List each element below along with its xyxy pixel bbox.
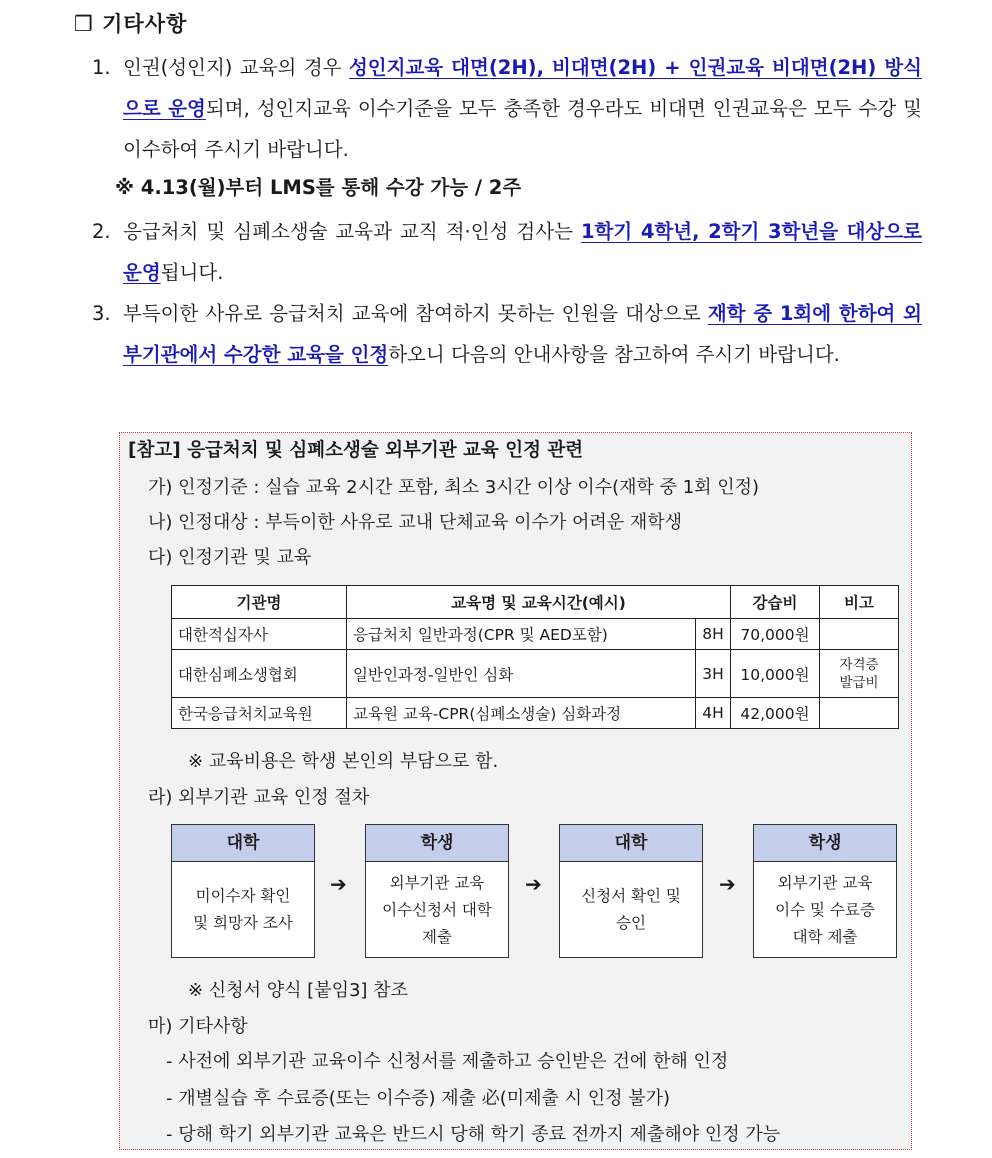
item-number: 1. <box>92 56 111 79</box>
cell-hours: 8H <box>696 619 731 650</box>
item-text: 됩니다. <box>160 261 224 284</box>
reference-box <box>119 432 912 1150</box>
flow-step-2 <box>365 824 509 958</box>
arrow-right-icon: ➔ <box>525 872 542 896</box>
cell-org: 대한심폐소생협회 <box>172 650 347 698</box>
etc-item: - 개별실습 후 수료증(또는 이수증) 제출 必(미제출 시 인정 불가) <box>166 1088 671 1109</box>
cell-hours: 4H <box>696 698 731 729</box>
procedure-heading: 라) 외부기관 교육 인정 절차 <box>148 787 370 808</box>
cell-org: 대한적십자사 <box>172 619 347 650</box>
item-2 <box>92 211 922 293</box>
item-highlight: 1학기 4학년, 2학기 3학년을 대상으로 운영 <box>123 220 922 284</box>
flow-step-body: 미이수자 확인 및 희망자 조사 <box>193 887 293 932</box>
cell-hours: 3H <box>696 650 731 698</box>
flow-step-head: 학생 <box>754 825 896 862</box>
item-1 <box>92 47 922 170</box>
col-header-course: 교육명 및 교육시간(예시) <box>347 586 731 619</box>
flow-step-body: 외부기관 교육 이수신청서 대학 제출 <box>382 873 492 946</box>
item-text: 부득이한 사유로 응급처치 교육에 참여하지 못하는 인원을 대상으로 <box>123 302 708 325</box>
table-row <box>172 698 899 729</box>
lms-note: ※ 4.13(월)부터 LMS를 통해 수강 가능 / 2주 <box>115 176 522 199</box>
table-row <box>172 650 899 698</box>
section-title: ❒ 기타사항 <box>74 12 188 36</box>
flow-step-body: 신청서 확인 및 승인 <box>581 887 681 932</box>
item-highlight: 성인지교육 대면(2H), 비대면(2H) + 인권교육 비대면(2H) 방식으로 운영 <box>123 56 922 120</box>
item-text: 되며, 성인지교육 이수기준을 모두 충족한 경우라도 비대면 인권교육은 모두 수강 및 이수하여 주시기 바랍니다. <box>123 97 922 161</box>
item-highlight: 재학 중 1회에 한하여 외부기관에서 수강한 교육을 인정 <box>123 302 922 366</box>
cell-org: 한국응급처치교육원 <box>172 698 347 729</box>
cell-note <box>820 619 899 650</box>
form-note: ※ 신청서 양식 [붙임3] 참조 <box>188 980 408 1001</box>
cell-fee: 70,000원 <box>731 619 820 650</box>
etc-item: - 당해 학기 외부기관 교육은 반드시 당해 학기 종료 전까지 제출해야 인정 가능 <box>166 1124 781 1145</box>
item-3 <box>92 293 922 375</box>
item-body <box>123 47 922 170</box>
arrow-right-icon: ➔ <box>330 872 347 896</box>
flow-step-head: 대학 <box>172 825 314 862</box>
item-number: 3. <box>92 302 111 325</box>
cost-note: ※ 교육비용은 학생 본인의 부담으로 함. <box>188 751 499 772</box>
institution-heading: 다) 인정기관 및 교육 <box>148 547 312 568</box>
item-body <box>123 211 922 293</box>
item-body <box>123 293 922 375</box>
reference-title: [참고] 응급처치 및 심폐소생술 외부기관 교육 인정 관련 <box>128 440 584 461</box>
flow-step-head: 학생 <box>366 825 508 862</box>
item-number: 2. <box>92 220 111 243</box>
col-header-fee: 강습비 <box>731 586 820 619</box>
flow-step-head: 대학 <box>560 825 702 862</box>
flow-step-1 <box>171 824 315 958</box>
item-text: 인권(성인지) 교육의 경우 <box>123 56 349 79</box>
flow-step-4 <box>753 824 897 958</box>
flow-step-3 <box>559 824 703 958</box>
col-header-org: 기관명 <box>172 586 347 619</box>
table-row <box>172 619 899 650</box>
flow-step-body: 외부기관 교육 이수 및 수료증 대학 제출 <box>775 873 875 946</box>
etc-item: - 사전에 외부기관 교육이수 신청서를 제출하고 승인받은 건에 한해 인정 <box>166 1051 729 1072</box>
institution-table <box>171 585 899 729</box>
target-line: 나) 인정대상 : 부득이한 사유로 교내 단체교육 이수가 어려운 재학생 <box>148 512 683 533</box>
criteria-line: 가) 인정기준 : 실습 교육 2시간 포함, 최소 3시간 이상 이수(재학 중 1회 인정) <box>148 477 760 498</box>
arrow-right-icon: ➔ <box>719 872 736 896</box>
cell-note <box>820 698 899 729</box>
etc-heading: 마) 기타사항 <box>148 1016 248 1037</box>
table-header-row <box>172 586 899 619</box>
item-text: 응급처치 및 심폐소생술 교육과 교직 적·인성 검사는 <box>123 220 581 243</box>
cell-course: 응급처치 일반과정(CPR 및 AED포함) <box>347 619 696 650</box>
cell-fee: 42,000원 <box>731 698 820 729</box>
item-text: 하오니 다음의 안내사항을 참고하여 주시기 바랍니다. <box>388 343 840 366</box>
cell-fee: 10,000원 <box>731 650 820 698</box>
cell-course: 일반인과정-일반인 심화 <box>347 650 696 698</box>
col-header-note: 비고 <box>820 586 899 619</box>
cell-note: 자격증 발급비 <box>820 650 899 698</box>
cell-course: 교육원 교육-CPR(심폐소생술) 심화과정 <box>347 698 696 729</box>
